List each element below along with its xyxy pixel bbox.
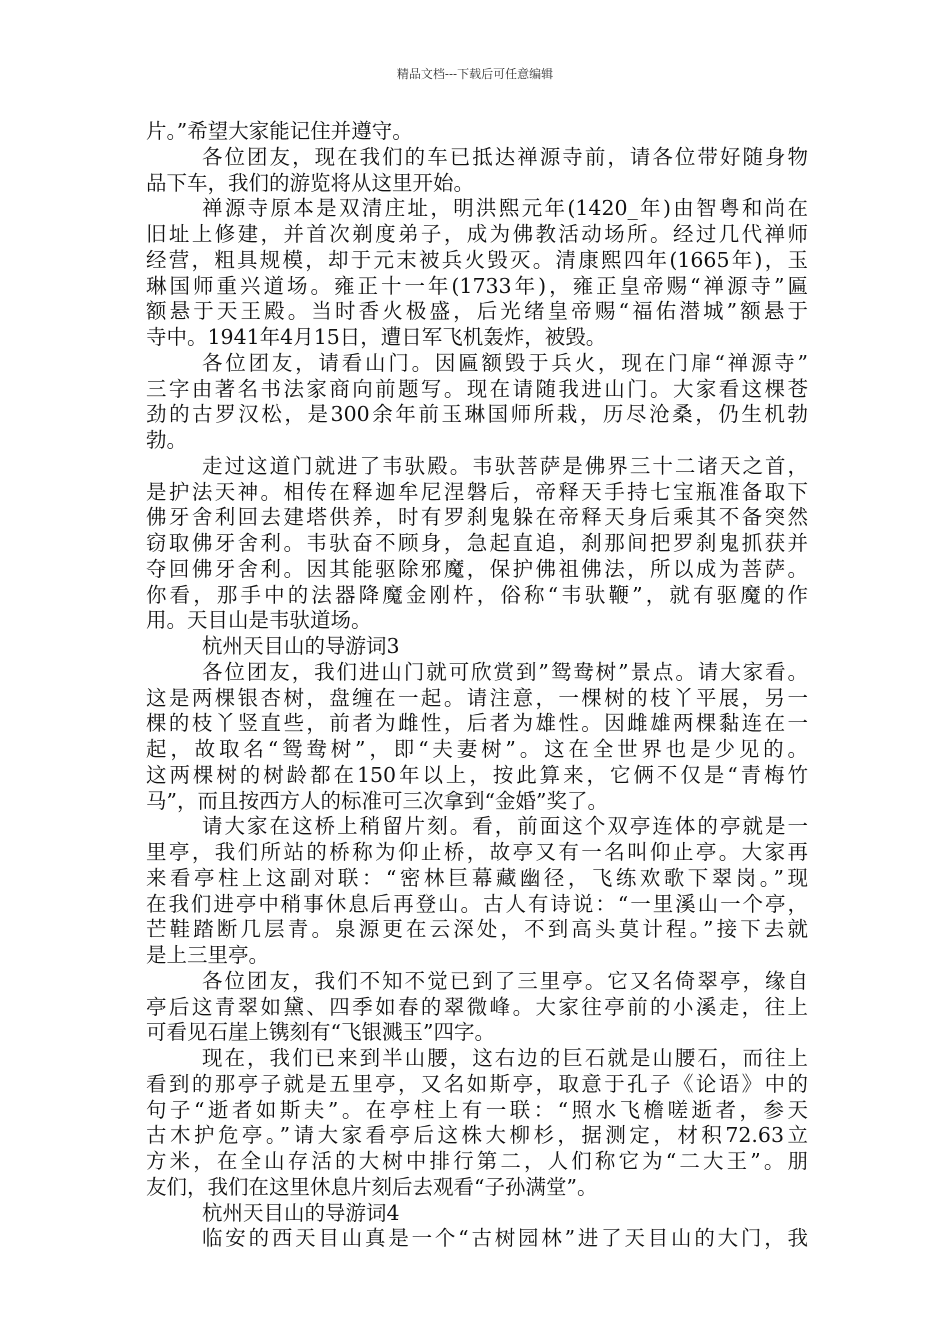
text-line: 棵的枝丫竖直些，前者为雌性，后者为雄性。因雌雄两棵黏连在一 (146, 711, 808, 736)
text-line: 这是两棵银杏树，盘缠在一起。请注意，一棵树的枝丫平展，另一 (146, 685, 808, 710)
text-line: 在我们进亭中稍事休息后再登山。古人有诗说：“一里溪山一个亭， (146, 891, 808, 916)
text-line: 你看，那手中的法器降魔金刚杵，俗称“韦驮鞭”，就有驱魔的作 (146, 582, 808, 607)
text-line: 句子“逝者如斯夫”。在亭柱上有一联：“照水飞檐嗟逝者，参天 (146, 1097, 808, 1122)
text-line: 品下车，我们的游览将从这里开始。 (146, 170, 474, 195)
text-line: 寺中。1941年4月15日，遭日军飞机轰炸，被毁。 (146, 325, 607, 349)
text-line: 片。”希望大家能记住并遵守。 (146, 119, 413, 143)
text-line: 请大家在这桥上稍留片刻。看，前面这个双亭连体的亭就是一 (202, 814, 808, 839)
text-line: 可看见石崖上镌刻有“飞银溅玉”四字。 (146, 1020, 495, 1045)
text-line: 劲的古罗汉松，是300余年前玉琳国师所栽，历尽沧桑，仍生机勃 (146, 402, 808, 427)
text-line: 各位团友，我们进山门就可欣赏到”鸳鸯树”景点。请大家看。 (202, 659, 808, 684)
text-line: 经营，粗具规模，却于元末被兵火毁灭。清康熙四年(1665年)，玉 (146, 247, 808, 272)
text-line: 这两棵树的树龄都在150年以上，按此算来，它俩不仅是“青梅竹 (146, 762, 808, 787)
text-line: 夺回佛牙舍利。因其能驱除邪魔，保护佛祖佛法，所以成为菩萨。 (146, 556, 808, 581)
section-heading: 杭州天目山的导游词3 (202, 634, 400, 658)
text-line: 禅源寺原本是双清庄址，明洪熙元年(1420_年)由智粤和尚在 (202, 196, 808, 221)
text-line: 临安的西天目山真是一个“古树园林”进了天目山的大门，我 (202, 1226, 808, 1251)
text-line: 亭后这青翠如黛、四季如春的翠微峰。大家往亭前的小溪走，往上 (146, 994, 808, 1019)
text-line: 友们，我们在这里休息片刻后去观看“子孙满堂”。 (146, 1174, 598, 1199)
text-line: 马”，而且按西方人的标准可三次拿到“金婚”奖了。 (146, 788, 608, 813)
text-line: 各位团友，我们不知不觉已到了三里亭。它又名倚翠亭，缘自 (202, 968, 808, 993)
text-line: 旧址上修建，并首次剃度弟子，成为佛教活动场所。经过几代禅师 (146, 222, 808, 246)
text-line: 各位团友，请看山门。因匾额毁于兵火，现在门扉“禅源寺” (202, 350, 808, 375)
text-line: 窃取佛牙舍利。韦驮奋不顾身，急起直追，刹那间把罗刹鬼抓获并 (146, 531, 808, 555)
text-line: 看到的那亭子就是五里亭，又名如斯亭，取意于孔子《论语》中的 (146, 1071, 808, 1096)
text-line: 来看亭柱上这副对联：“密林巨幕藏幽径，飞练欢歌下翠岗。”现 (146, 865, 808, 890)
text-line: 走过这道门就进了韦驮殿。韦驮菩萨是佛界三十二诸天之首， (202, 453, 808, 478)
text-line: 各位团友，现在我们的车已抵达禅源寺前，请各位带好随身物 (202, 144, 808, 169)
text-line: 是上三里亭。 (146, 943, 269, 967)
page-header: 精品文档---下载后可任意编辑 (396, 67, 554, 81)
text-line: 方米，在全山存活的大树中排行第二，人们称它为“二大王”。朋 (146, 1149, 808, 1173)
document-body (146, 119, 808, 1252)
text-line: 勃。 (146, 428, 187, 452)
text-line: 是护法天神。相传在释迦牟尼涅磐后，帝释天手持七宝瓶准备取下 (146, 479, 808, 504)
text-line: 佛牙舍利回去建塔供养，时有罗刹鬼躲在帝释天身后乘其不备突然 (146, 505, 808, 530)
text-line: 古木护危亭。”请大家看亭后这株大柳杉，据测定，材积72.63立 (146, 1123, 808, 1148)
text-line: 起，故取名“鸳鸯树”，即“夫妻树”。这在全世界也是少见的。 (146, 737, 808, 761)
text-line: 额悬于天王殿。当时香火极盛，后光绪皇帝赐“福佑潜城”额悬于 (146, 299, 808, 324)
text-line: 现在，我们已来到半山腰，这右边的巨石就是山腰石，而往上 (202, 1046, 808, 1070)
text-line: 三字由著名书法家商向前题写。现在请随我进山门。大家看这棵苍 (146, 376, 808, 401)
text-line: 芒鞋踏断几层青。泉源更在云深处，不到高头莫计程。”接下去就 (146, 917, 808, 942)
text-line: 用。天目山是韦驮道场。 (146, 608, 372, 633)
text-line: 琳国师重兴道场。雍正十一年(1733年)，雍正皇帝赐“禅源寺”匾 (146, 273, 808, 298)
section-heading: 杭州天目山的导游词4 (202, 1200, 400, 1225)
text-line: 里亭，我们所站的桥称为仰止桥，故亭又有一名叫仰止亭。大家再 (146, 840, 808, 864)
